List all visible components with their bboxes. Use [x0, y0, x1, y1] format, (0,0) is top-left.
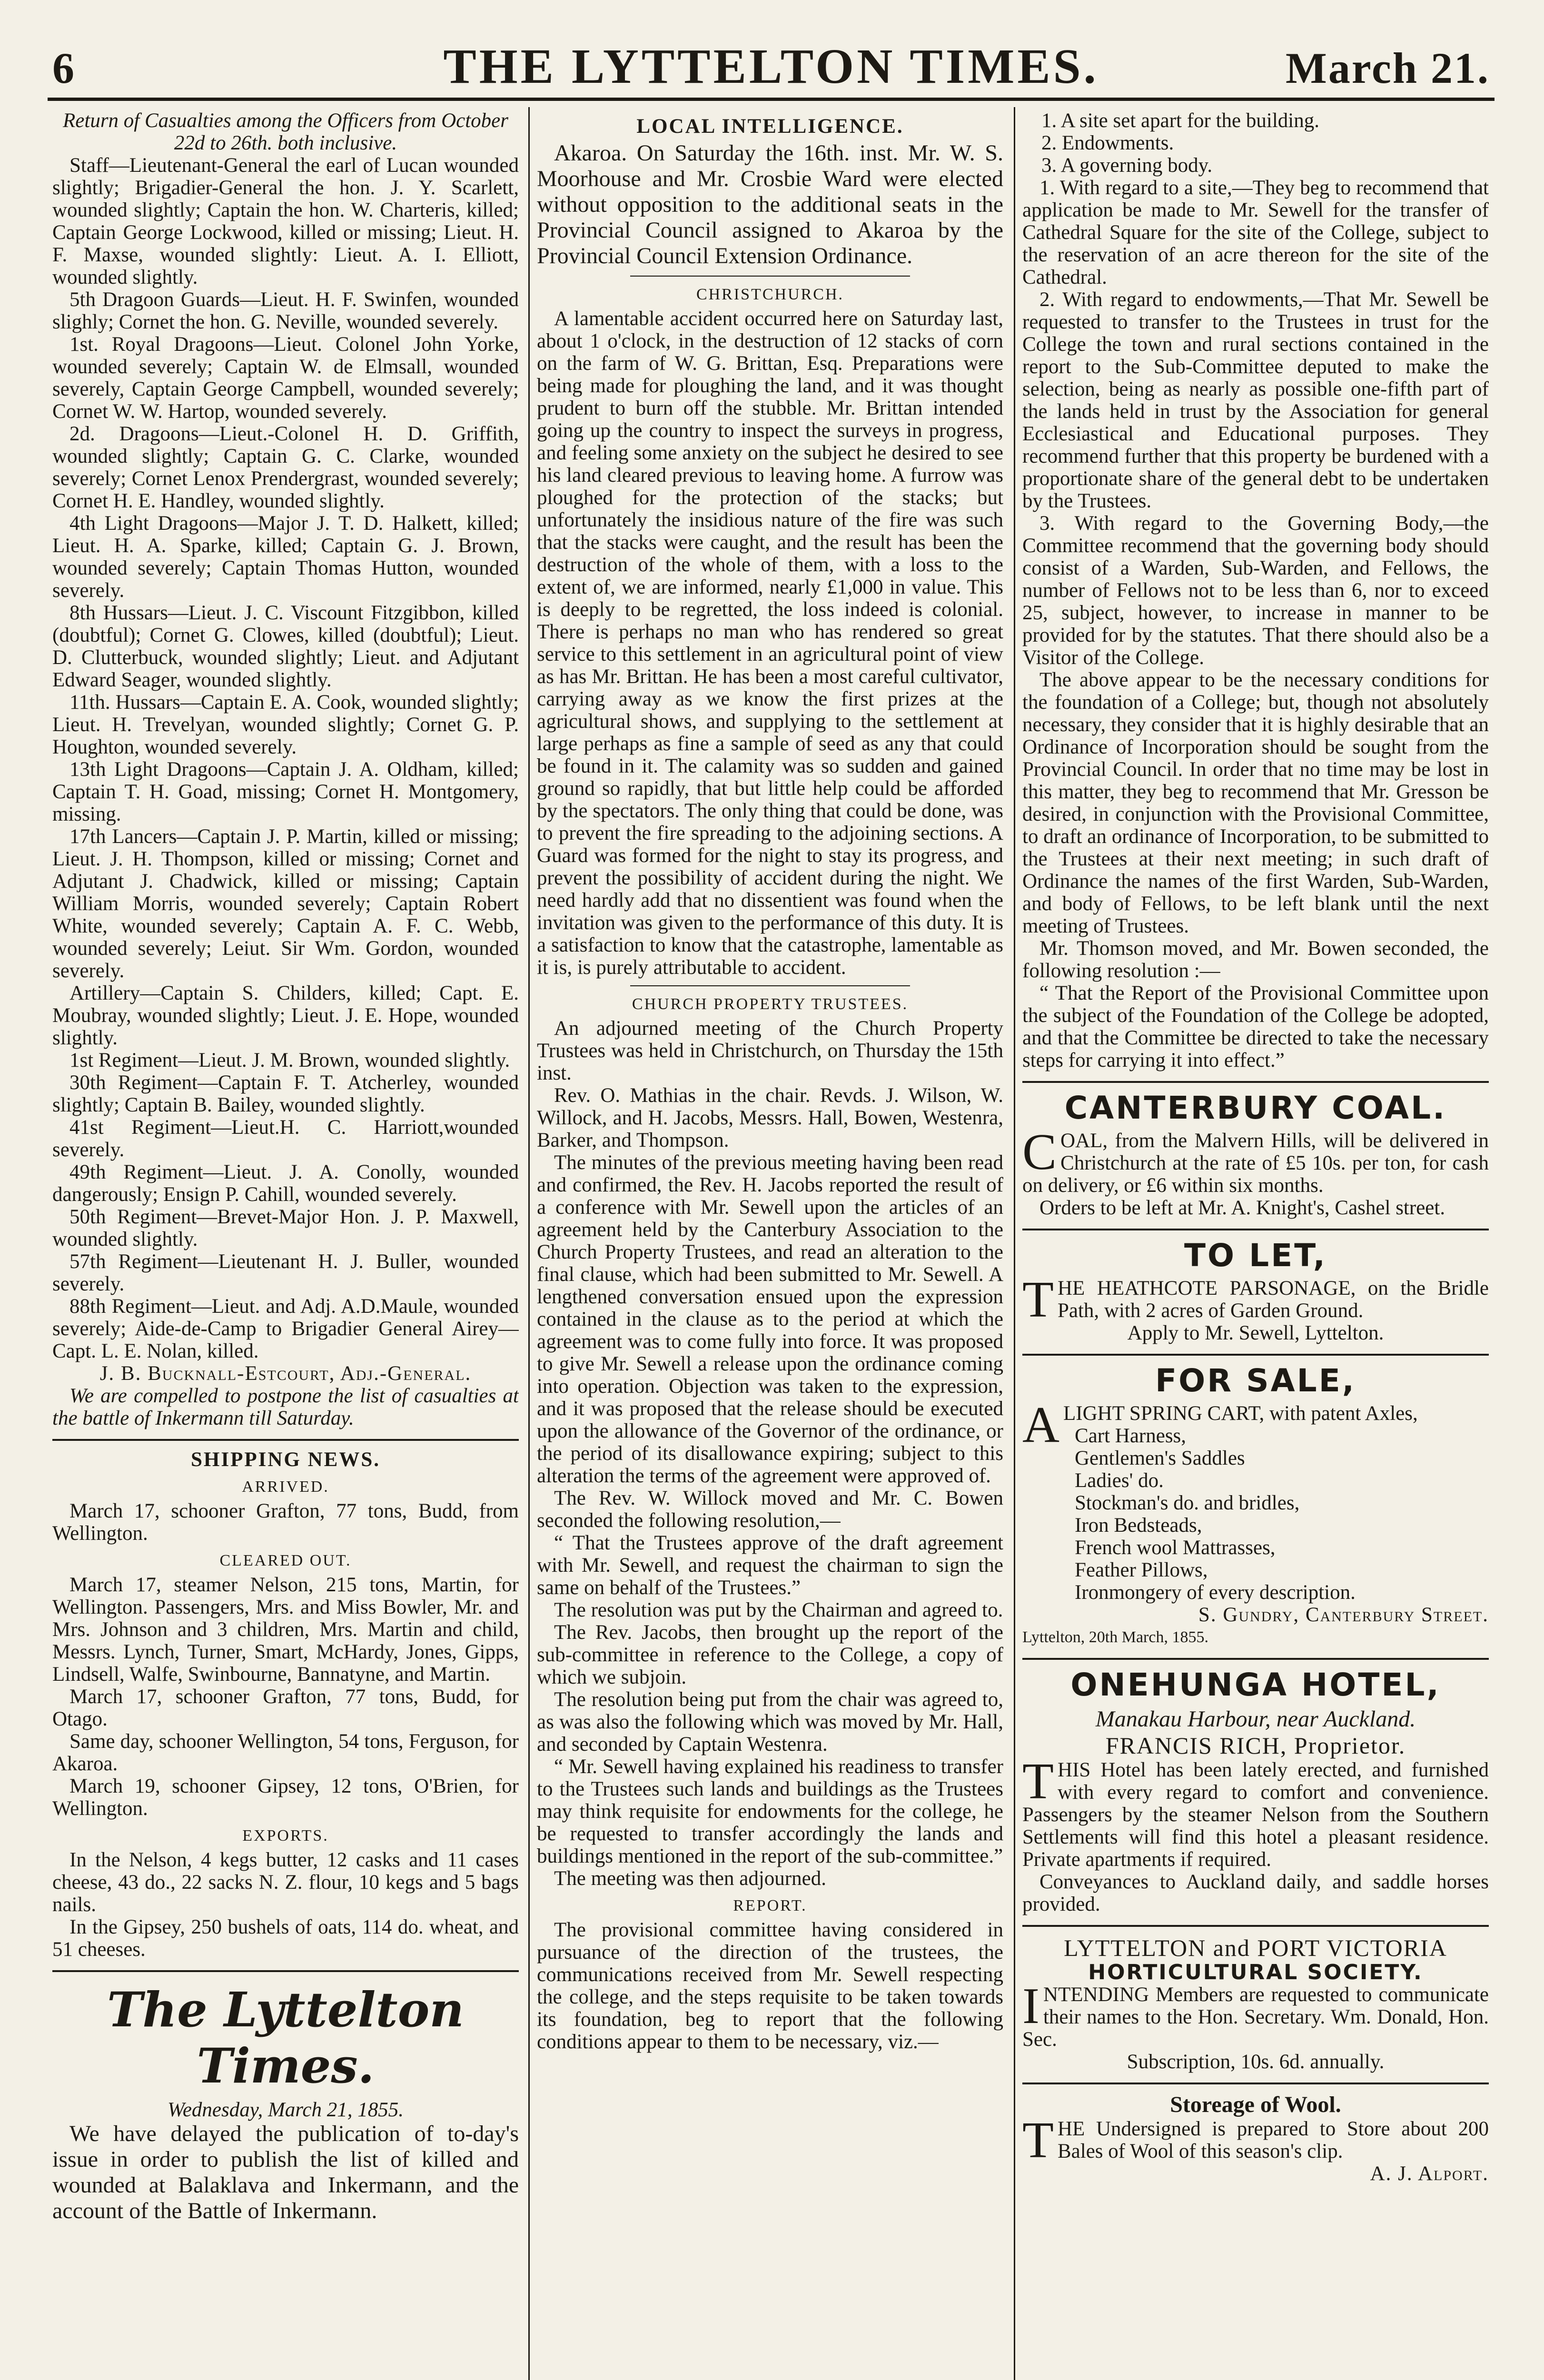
casualty-entry: Staff—Lieutenant-General the earl of Lucan wounded slightly; Brigadier-General the hon. J. Y. Scarlett, wounded slightly; Captain the hon. W. Charteris, killed; Captain George Lockwood, killed or missing; Lieut. H. F. Maxse, wounded slightly: Lieut. A. I. Elliott, wounded slightly.	[52, 154, 519, 288]
casualties-note: We are compelled to postpone the list of casualties at the battle of Inkermann till Saturday.	[52, 1385, 519, 1429]
report-paragraph: 3. With regard to the Governing Body,—the Committee recommend that the governing body should consist of a Warden, Sub-Warden, and Fellows, the number of Fellows not to be less than 6, nor to exceed 25, subject, however, to increase in manner to be provided for by the statutes. That there should also be a Visitor of the College.	[1022, 512, 1489, 669]
to-let-body: THE HEATHCOTE PARSONAGE, on the Bridle Path, with 2 acres of Garden Ground.	[1022, 1271, 1489, 1328]
shipping-heading: SHIPPING NEWS.	[190, 1448, 380, 1471]
church-paragraph: The resolution being put from the chair was agreed to, as was also the following which was moved by Mr. Hall, and seconded by Captain Westenra.	[537, 1688, 1003, 1755]
sale-item: Ladies' do.	[1075, 1469, 1164, 1492]
arrival-entry: March 17, schooner Grafton, 77 tons, Budd, from Wellington.	[52, 1500, 519, 1545]
editorial-text: We have delayed the publication of to-day's issue in order to publish the list of killed and wounded at Balaklava and Inkermann, and the account of the Battle of Inkermann.	[52, 2121, 519, 2223]
casualty-entry: 41st Regiment—Lieut.H. C. Harriott,wounded severely.	[52, 1116, 519, 1161]
casualty-entry: 11th. Hussars—Captain E. A. Cook, wounded slightly; Lieut. H. Trevelyan, wounded slightly; Cornet G. P. Houghton, wounded severely.	[52, 691, 519, 758]
church-paragraph: The resolution was put by the Chairman and agreed to.	[554, 1599, 1003, 1621]
condition-item: 3. A governing body.	[1041, 154, 1213, 177]
clearance-entry: Same day, schooner Wellington, 54 tons, Ferguson, for Akaroa.	[52, 1730, 519, 1775]
church-paragraph: “ Mr. Sewell having explained his readiness to transfer to the Trustees such lands and buildings as the Trustees may think requisite for endowments for the college, he be requested to transfer accordingly the lands and buildings mentioned in the report of the sub-committee.”	[537, 1755, 1003, 1867]
cleared-heading: CLEARED OUT.	[219, 1552, 352, 1569]
column-rule-2	[1014, 107, 1015, 2380]
section-rule	[52, 1970, 519, 1972]
church-paragraph: The Rev. Jacobs, then brought up the report of the sub-committee in reference to the College, a copy of which we subjoin.	[537, 1621, 1003, 1688]
church-paragraph: The Rev. W. Willock moved and Mr. C. Bowen seconded the following resolution,—	[537, 1487, 1003, 1532]
casualty-entry: Artillery—Captain S. Childers, killed; Capt. E. Moubray, wounded slightly; Lieut. J. E. Hope, wounded slightly.	[52, 982, 519, 1049]
society-body: INTENDING Members are requested to communicate their names to the Hon. Secretary. Wm. Donald, Hon. Sec.	[1022, 1978, 1489, 2051]
sale-item: Cart Harness,	[1075, 1425, 1187, 1447]
casualties-signature: J. B. Bucknall-Estcourt, Adj.-General.	[99, 1362, 472, 1385]
church-paragraph: Rev. O. Mathias in the chair. Revds. J. Wilson, W. Willock, and H. Jacobs, Messrs. Hall, Bowen, Westenra, Barker, and Thompson.	[537, 1084, 1003, 1151]
to-let-title: TO LET,	[1184, 1237, 1327, 1274]
section-rule	[1022, 2082, 1489, 2084]
casualty-entry: 5th Dragoon Guards—Lieut. H. F. Swinfen, wounded slighly; Cornet the hon. G. Neville, wounded severely.	[52, 288, 519, 333]
for-sale-dated: Lyttelton, 20th March, 1855.	[1022, 1628, 1208, 1646]
coal-ad-orders: Orders to be left at Mr. A. Knight's, Cashel street.	[1039, 1197, 1445, 1219]
wool-title: Storeage of Wool.	[1170, 2092, 1341, 2117]
masthead-rule	[48, 98, 1495, 101]
section-rule	[630, 985, 910, 986]
section-rule	[630, 276, 910, 277]
hotel-advertisement	[1022, 1667, 1489, 1915]
casualty-entry: 17th Lancers—Captain J. P. Martin, killed or missing; Lieut. J. H. Thompson, killed or missing; Cornet and Adjutant J. Chadwick, killed or missing; Captain William Morris, wounded severely; Captain Robert White, wounded severely; Captain A. F. C. Webb, wounded severely; Leiut. Sir Wm. Gordon, wounded severely.	[52, 825, 519, 982]
clearance-entry: March 19, schooner Gipsey, 12 tons, O'Brien, for Wellington.	[52, 1775, 519, 1820]
clearance-entry: March 17, steamer Nelson, 215 tons, Martin, for Wellington. Passengers, Mrs. and Miss Bowler, Mr. and Mrs. Johnson and 3 children, Mrs. Martin and child, Messrs. Lynch, Turner, Smart, McHardy, Jones, Gipps, Lindsell, Walfe, Swinbourne, Bannatyne, and Martin.	[52, 1574, 519, 1686]
report-paragraph: 1. With regard to a site,—They beg to recommend that application be made to Mr. Sewell for the transfer of Cathedral Square for the site of the College, subject to the reservation of an acre thereon for the site of the Cathedral.	[1022, 177, 1489, 288]
hotel-body: THIS Hotel has been lately erected, and furnished with every regard to comfort and convenience. Passengers by the steamer Nelson from the Southern Settlements will find this hotel a pleasant residence. Private apartments if required.	[1022, 1753, 1489, 1871]
report-intro: The provisional committee having considered in pursuance of the direction of the trustees, the communications received from Mr. Sewell respecting the college, and the steps requisite to be taken towards its foundation, beg to report that the following conditions appear to them to be necessary, viz.—	[537, 1919, 1003, 2053]
condition-item: 1. A site set apart for the building.	[1041, 109, 1319, 132]
local-intelligence-heading: LOCAL INTELLIGENCE.	[636, 115, 904, 138]
issue-date: March 21.	[1285, 44, 1490, 92]
casualty-entry: 2d. Dragoons—Lieut.-Colonel H. D. Griffith, wounded slightly; Captain G. C. Clarke, wounded severely; Cornet Lenox Prendergrast, wounded severely; Cornet H. E. Handley, wounded slightly.	[52, 423, 519, 512]
christchurch-article: A lamentable accident occurred here on Saturday last, about 1 o'clock, in the destruction of 12 stacks of corn on the farm of W. G. Brittan, Esq. Preparations were being made for ploughing the land, and it was thought prudent to burn off the stubble. Mr. Brittan intended going up the country to inspect the surveys in progress, and feeling some anxiety on the subject he desired to see his land cleared previous to leaving home. A furrow was ploughed for the protection of the stacks; but unfortunately the insidious nature of the fire was such that the stacks were caught, and the result has been the destruction of the whole of them, with a loss to the extent of, we are informed, nearly £1,000 in value. This is deeply to be regretted, the loss indeed is colonial. There is perhaps no man who has rendered so great service to this settlement in an agricultural point of view as has Mr. Brittan. He has been a most careful cultivator, carrying away as we know the first prizes at the agricultural shows, and supplying to the settlement at large perhaps as fine a sample of seed as any that could be found in it. The calamity was so sudden and gained ground so rapidly, that but little help could be afforded by the spectators. The only thing that could be done, was to prevent the fire spreading to the adjoining sections. A Guard was formed for the night to stay its progress, and prevent the possibility of accident during the night. We need hardly add that no dissentient was found when the invitation was given to the performance of this duty. It is a satisfaction to know that the catastrophe, lamentable as it is, is purely attributable to accident.	[537, 307, 1003, 979]
casualty-entry: 1st Regiment—Lieut. J. M. Brown, wounded slightly.	[69, 1049, 510, 1071]
hotel-place: Manakau Harbour, near Auckland.	[1095, 1706, 1416, 1732]
sale-item: Stockman's do. and bridles,	[1075, 1492, 1300, 1514]
hotel-conveyances: Conveyances to Auckland daily, and saddle horses provided.	[1022, 1871, 1489, 1915]
section-rule	[1022, 1081, 1489, 1083]
casualty-entry: 8th Hussars—Lieut. J. C. Viscount Fitzgibbon, killed (doubtful); Cornet G. Clowes, killed (doubtful); Lieut. D. Clutterbuck, wounded slightly; Lieut. and Adjutant Edward Seager, wounded slightly.	[52, 602, 519, 691]
casualty-entry: 49th Regiment—Lieut. J. A. Conolly, wounded dangerously; Ensign P. Cahill, wounded severely.	[52, 1161, 519, 1206]
society-subscription: Subscription, 10s. 6d. annually.	[1127, 2051, 1385, 2073]
column-1	[52, 109, 519, 2380]
casualty-entry: 50th Regiment—Brevet-Major Hon. J. P. Maxwell, wounded slightly.	[52, 1206, 519, 1250]
section-rule	[1022, 1658, 1489, 1660]
paper-nameplate: The Lyttelton Times.	[107, 1982, 464, 2094]
report-paragraph: 2. With regard to endowments,—That Mr. Sewell be requested to transfer to the Trustees in trust for the College the town and rural sections contained in the report to the Sub-Committee deputed to make the selection, being as nearly as possible one-fifth part of the lands held in trust by the Association for general Ecclesiastical and Educational purposes. They recommend further that this property be burdened with a proportionate share of the general debt to be undertaken by the Trustees.	[1022, 288, 1489, 512]
column-2	[537, 109, 1003, 2380]
export-entry: In the Nelson, 4 kegs butter, 12 casks and 11 cases cheese, 43 do., 22 sacks N. Z. flour, 10 kegs and 5 bags nails.	[52, 1849, 519, 1916]
section-rule	[1022, 1229, 1489, 1230]
report-paragraph: Mr. Thomson moved, and Mr. Bowen seconded, the following resolution :—	[1022, 937, 1489, 982]
casualty-list	[52, 154, 519, 1362]
hotel-proprietor: FRANCIS RICH, Proprietor.	[1105, 1732, 1406, 1759]
society-advertisement	[1022, 1934, 1489, 2073]
coal-ad-body: COAL, from the Malvern Hills, will be delivered in Christchurch at the rate of £5 10s. per ton, for cash on delivery, or £6 within six months.	[1022, 1124, 1489, 1197]
for-sale-advertisement	[1022, 1363, 1489, 1648]
casualties-title: Return of Casualties among the Officers from October 22d to 26th. both inclusive.	[63, 109, 508, 154]
society-subtitle: HORTICULTURAL SOCIETY.	[1088, 1960, 1423, 1984]
casualty-entry: 30th Regiment—Captain F. T. Atcherley, wounded slightly; Captain B. Bailey, wounded slightly.	[52, 1071, 519, 1116]
editorial-dateline: Wednesday, March 21, 1855.	[167, 2099, 404, 2121]
casualty-entry: 57th Regiment—Lieutenant H. J. Buller, wounded severely.	[52, 1250, 519, 1295]
report-paragraph: The above appear to be the necessary conditions for the foundation of a College; but, though not absolutely necessary, they consider that it is highly desirable that an Ordinance of Incorporation should be sought from the Provincial Council. In order that no time may be lost in this matter, they beg to recommend that Mr. Gresson be desired, in conjunction with the Provisional Committee, to draft an ordinance of Incorporation, to be submitted to the Trustees at their next meeting; in such draft of Ordinance the names of the first Warden, Sub-Warden, and body of Fellows, to be left blank until the next meeting of Trustees.	[1022, 669, 1489, 937]
sale-item: Ironmongery of every description.	[1075, 1581, 1356, 1604]
masthead	[52, 38, 1490, 95]
conditions-list	[1022, 109, 1489, 177]
arrived-heading: ARRIVED.	[242, 1478, 329, 1496]
coal-ad-title: CANTERBURY COAL.	[1064, 1090, 1447, 1126]
sale-item: Gentlemen's Saddles	[1075, 1447, 1245, 1469]
wool-advertisement	[1022, 2092, 1489, 2185]
section-rule	[1022, 1925, 1489, 1927]
society-title: LYTTELTON and PORT VICTORIA	[1064, 1934, 1447, 1961]
sale-item: Iron Bedsteads,	[1075, 1514, 1202, 1537]
wool-signer: A. J. Alport.	[1370, 2162, 1489, 2185]
sale-item: Feather Pillows,	[1075, 1559, 1208, 1581]
casualty-entry: 4th Light Dragoons—Major J. T. D. Halkett, killed; Lieut. H. A. Sparke, killed; Captain G. J. Brown, wounded severely; Captain Thomas Hutton, wounded severely.	[52, 512, 519, 602]
to-let-apply: Apply to Mr. Sewell, Lyttelton.	[1127, 1322, 1384, 1344]
for-sale-intro: ALIGHT SPRING CART, with patent Axles,	[1022, 1397, 1418, 1453]
report-heading: REPORT.	[733, 1897, 807, 1914]
report-paragraph: “ That the Report of the Provisional Committee upon the subject of the Foundation of the College be adopted, and that the Committee be directed to take the necessary steps for carrying it into effect.”	[1022, 982, 1489, 1071]
section-rule	[1022, 1354, 1489, 1356]
export-entry: In the Gipsey, 250 bushels of oats, 114 do. wheat, and 51 cheeses.	[52, 1916, 519, 1961]
church-trustees-heading: CHURCH PROPERTY TRUSTEES.	[632, 995, 909, 1013]
church-paragraph: The minutes of the previous meeting having been read and confirmed, the Rev. H. Jacobs reported the result of a conference with Mr. Sewell upon the articles of an agreement held by the Canterbury Association to the Church Property Trustees, and read an alteration to the final clause, which had been submitted to Mr. Sewell. A lengthened conversation ensued upon the expression contained in the clause as to the period at which the agreement was to come fully into force. It was proposed to give Mr. Sewell a release upon the ordinance coming into operation. Objection was taken to the expression, and it was proposed that the release should be executed upon the allowance of the Governor of the ordinance, or the period of its disallowance expiring; subject to this alteration the terms of the agreement were approved of.	[537, 1151, 1003, 1487]
section-rule	[52, 1439, 519, 1441]
church-paragraph: “ That the Trustees approve of the draft agreement with Mr. Sewell, and request the chairman to sign the same on behalf of the Trustees.”	[537, 1532, 1003, 1599]
for-sale-signer: S. Gundry, Canterbury Street.	[1198, 1604, 1489, 1626]
casualty-entry: 1st. Royal Dragoons—Lieut. Colonel John Yorke, wounded severely; Captain W. de Elmsall, wounded severely, Captain George Campbell, wounded severely; Cornet W. W. Hartop, wounded severely.	[52, 333, 519, 423]
wool-body: THE Undersigned is prepared to Store about 200 Bales of Wool of this season's clip.	[1022, 2112, 1489, 2169]
clearance-entry: March 17, schooner Grafton, 77 tons, Budd, for Otago.	[52, 1686, 519, 1730]
to-let-advertisement	[1022, 1238, 1489, 1344]
condition-item: 2. Endowments.	[1041, 132, 1174, 154]
column-3	[1022, 109, 1489, 2380]
akaroa-article: Akaroa. On Saturday the 16th. inst. Mr. W. S. Moorhouse and Mr. Crosbie Ward were elected without opposition to the additional seats in the Provincial Council assigned to Akaroa by the Provincial Council Extension Ordinance.	[537, 140, 1003, 268]
church-paragraph: The meeting was then adjourned.	[554, 1867, 826, 1890]
hotel-title: ONEHUNGA HOTEL,	[1070, 1666, 1441, 1703]
casualty-entry: 88th Regiment—Lieut. and Adj. A.D.Maule, wounded severely; Aide-de-Camp to Brigadier General Airey—Capt. L. E. Nolan, killed.	[52, 1295, 519, 1362]
casualty-entry: 13th Light Dragoons—Captain J. A. Oldham, killed; Captain T. H. Goad, missing; Cornet H. Montgomery, missing.	[52, 758, 519, 825]
sale-item: French wool Mattrasses,	[1075, 1537, 1276, 1559]
page-number: 6	[52, 44, 74, 92]
church-paragraph: An adjourned meeting of the Church Property Trustees was held in Christchurch, on Thursday the 15th inst.	[537, 1017, 1003, 1084]
for-sale-title: FOR SALE,	[1155, 1362, 1356, 1399]
newspaper-title: THE LYTTELTON TIMES.	[443, 39, 1099, 94]
exports-heading: EXPORTS.	[242, 1827, 329, 1844]
column-rule-1	[528, 107, 530, 2380]
christchurch-heading: CHRISTCHURCH.	[696, 286, 844, 303]
coal-advertisement	[1022, 1091, 1489, 1219]
